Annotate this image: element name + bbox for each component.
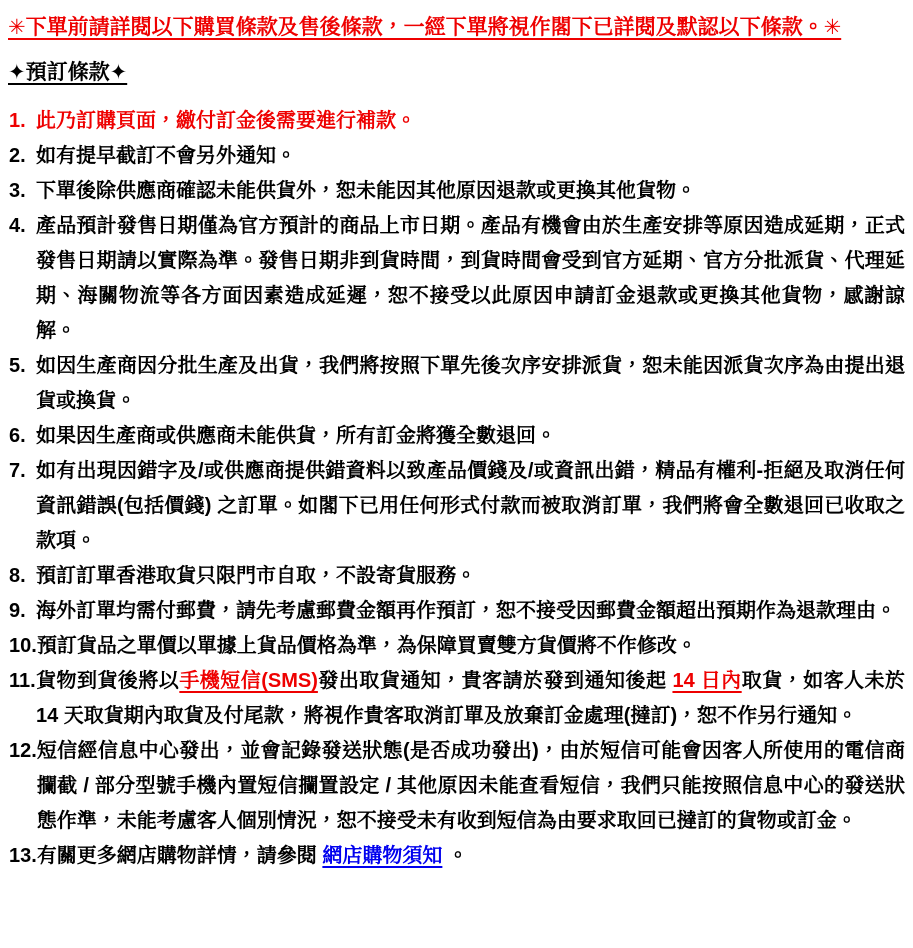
term-text: 如因生產商因分批生產及出貨，我們將按照下單先後次序安排派貨，恕未能因派貨次序為由提出退貨或換貨。 xyxy=(36,355,905,412)
term-item xyxy=(8,139,905,174)
terms-list xyxy=(8,104,905,874)
term-text: 海外訂單均需付郵費，請先考慮郵費金額再作預訂，恕不接受因郵費金額超出預期作為退款理由。 xyxy=(36,600,896,622)
term-text-segment: 有關更多網店購物詳情，請參閱 xyxy=(36,845,323,867)
emphasized-text: 14 日內 xyxy=(672,670,742,692)
term-item xyxy=(8,629,905,664)
term-text-segment: 取貨，如客人未於 14 天取貨期內取貨及付尾款，將視作貴客取消訂單及放棄訂金處理(撻訂)，恕不作另行通知。 xyxy=(36,670,906,727)
term-item xyxy=(8,664,905,734)
preorder-terms-title: ✦預訂條款✦ xyxy=(8,61,128,84)
term-item xyxy=(8,454,905,559)
term-item xyxy=(8,839,905,874)
store-shopping-guide-link[interactable]: 網店購物須知 xyxy=(322,845,443,867)
term-text: 如果因生產商或供應商未能供貨，所有訂金將獲全數退回。 xyxy=(36,425,556,447)
term-number: 13. xyxy=(9,845,37,867)
term-item xyxy=(8,559,905,594)
term-text-segment: 。 xyxy=(442,845,468,867)
term-number: 8. xyxy=(9,565,26,587)
term-number: 7. xyxy=(9,460,26,482)
term-text: 產品預計發售日期僅為官方預計的商品上市日期。產品有機會由於生產安排等原因造成延期，正式發售日期請以實際為準。發售日期非到貨時間，到貨時間會受到官方延期、官方分批派貨、代理延期、海關物流等各方面因素造成延遲，恕不接受以此原因申請訂金退款或更換其他貨物，感謝諒解。 xyxy=(36,215,905,342)
term-text: 短信經信息中心發出，並會記錄發送狀態(是否成功發出)，由於短信可能會因客人所使用的電信商攔截 / 部分型號手機內置短信攔置設定 / 其他原因未能查看短信，我們只能按照信息中心的發送狀態作準，未能考慮客人個別情況，恕不接受未有收到短信為由要求取回已撻訂的貨物或訂金。 xyxy=(36,740,905,832)
term-text: 如有提早截訂不會另外通知。 xyxy=(36,145,296,167)
term-number: 6. xyxy=(9,425,26,447)
term-number: 11. xyxy=(9,670,36,692)
emphasized-text: 手機短信(SMS) xyxy=(179,670,318,692)
term-item xyxy=(8,419,905,454)
term-text: 如有出現因錯字及/或供應商提供錯資料以致產品價錢及/或資訊出錯，精品有權利-拒絕及取消任何資訊錯誤(包括價錢) 之訂單。如閣下已用任何形式付款而被取消訂單，我們將會全數退回已收取之款項。 xyxy=(36,460,905,552)
purchase-warning-heading: ✳下單前請詳閱以下購買條款及售後條款，一經下單將視作閣下已詳閱及默認以下條款。✳ xyxy=(8,16,842,39)
term-number: 1. xyxy=(9,110,26,132)
term-number: 4. xyxy=(9,215,26,237)
term-item xyxy=(8,734,905,839)
terms-document xyxy=(8,12,905,874)
term-text: 此乃訂購頁面，繳付訂金後需要進行補款。 xyxy=(36,110,416,132)
term-number: 2. xyxy=(9,145,26,167)
term-number: 10. xyxy=(9,635,37,657)
term-text xyxy=(37,839,905,874)
term-number: 5. xyxy=(9,355,26,377)
term-text: 下單後除供應商確認未能供貨外，恕未能因其他原因退款或更換其他貨物。 xyxy=(36,180,696,202)
term-number: 9. xyxy=(9,600,26,622)
term-item xyxy=(8,174,905,209)
term-text xyxy=(36,664,905,734)
term-item xyxy=(8,594,905,629)
term-item xyxy=(8,349,905,419)
term-text: 預訂訂單香港取貨只限門市自取，不設寄貨服務。 xyxy=(36,565,476,587)
term-text-segment: 貨物到貨後將以 xyxy=(36,670,180,692)
term-text-segment: 發出取貨通知，貴客請於發到通知後起 xyxy=(317,670,673,692)
term-number: 3. xyxy=(9,180,26,202)
term-item xyxy=(8,209,905,349)
term-text: 預訂貨品之單價以單據上貨品價格為準，為保障買賣雙方貨價將不作修改。 xyxy=(36,635,697,657)
term-number: 12. xyxy=(9,740,37,762)
term-item xyxy=(8,104,905,139)
